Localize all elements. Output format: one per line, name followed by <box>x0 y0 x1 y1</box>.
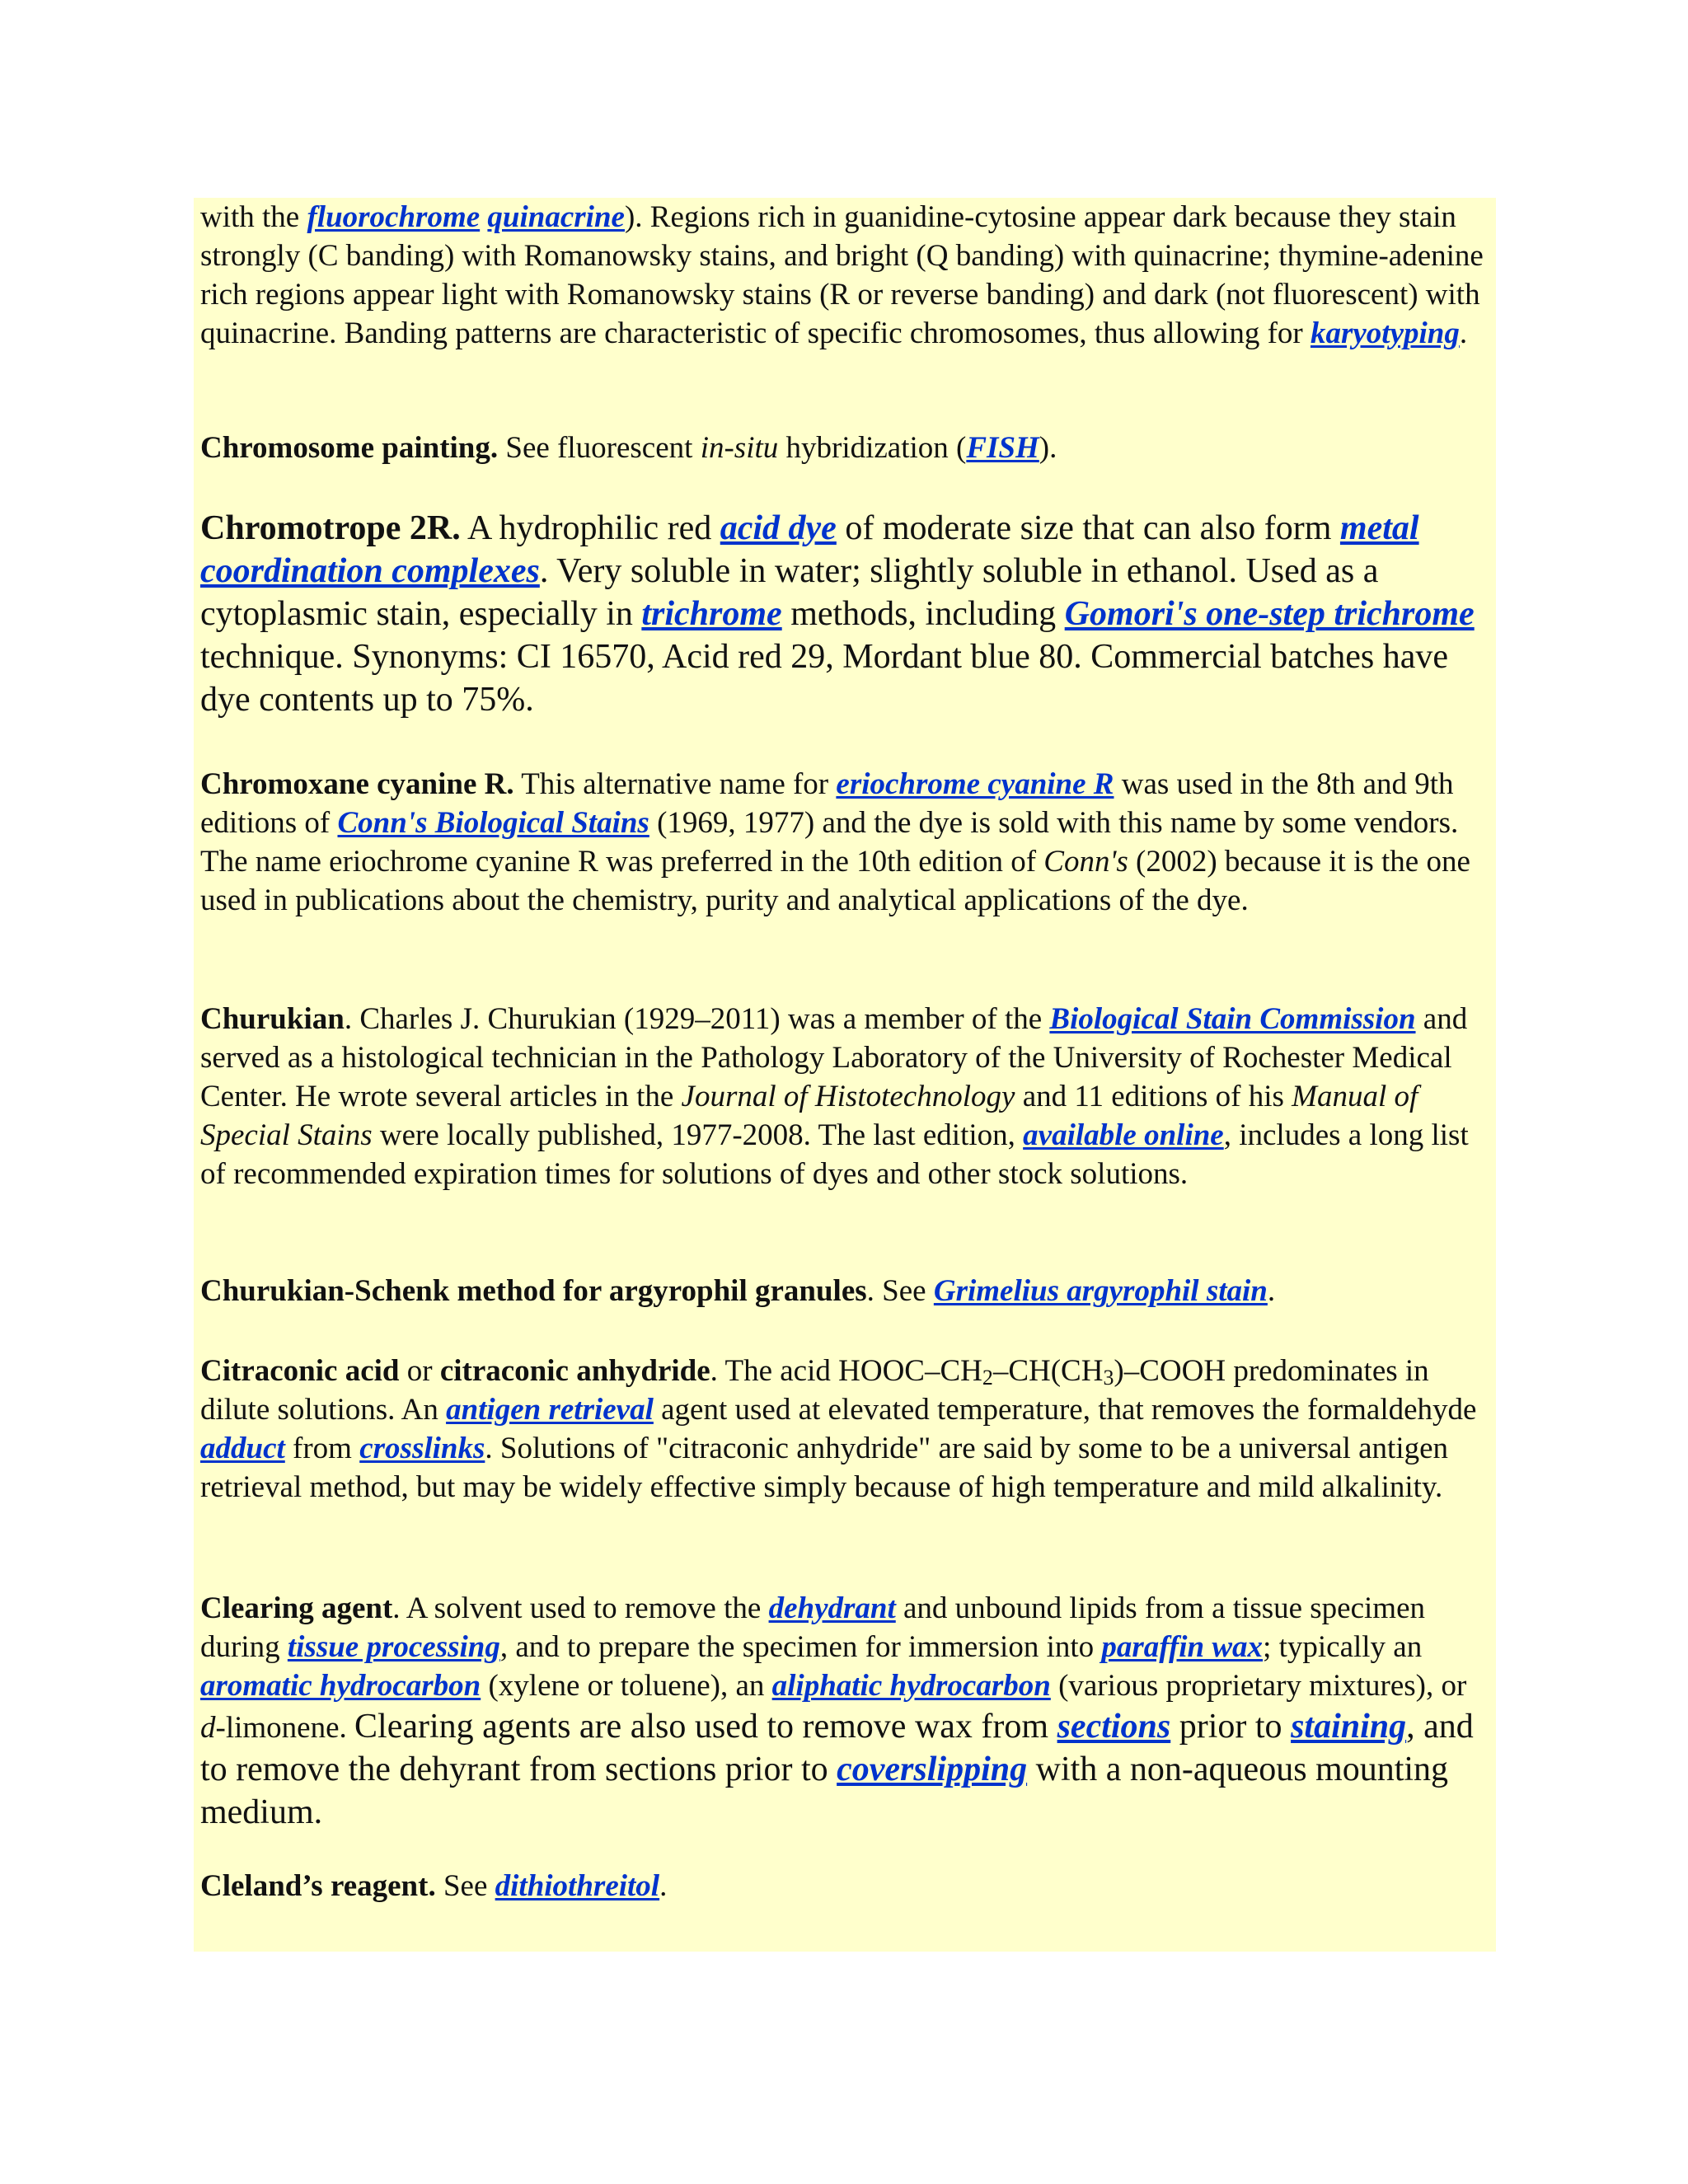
entry-term: Chromotrope 2R. <box>200 509 461 547</box>
link-coverslipping[interactable]: coverslipping <box>837 1750 1028 1788</box>
link-dehydrant[interactable]: dehydrant <box>768 1591 896 1625</box>
entry-term: Citraconic acid <box>200 1354 400 1388</box>
entry-text: . <box>1459 316 1468 350</box>
link-sections[interactable]: sections <box>1057 1708 1171 1746</box>
entry-text: or <box>399 1354 440 1388</box>
link-paraffin-wax[interactable]: paraffin wax <box>1101 1630 1264 1664</box>
link-tissue-processing[interactable]: tissue processing <box>287 1630 500 1664</box>
entry-text: (xylene or toluene), an <box>481 1669 772 1703</box>
link-quinacrine[interactable]: quinacrine <box>487 200 625 234</box>
entry-text: ). <box>1039 431 1057 465</box>
entry-text: See fluorescent <box>498 431 701 465</box>
entry-text: (2002) because it is the one used in publications about the chemistry, purity and analytical applications of the dye. <box>200 845 1470 917</box>
entry-text: ; typically an <box>1263 1630 1423 1664</box>
entry-term: citraconic anhydride <box>439 1354 710 1388</box>
entry-text: –CH(CH <box>992 1354 1104 1388</box>
link-dithiothreitol[interactable]: dithiothreitol <box>495 1869 660 1903</box>
entry-term: Churukian <box>200 1002 345 1036</box>
entry-text: , and to prepare the specimen for immersion into <box>499 1630 1102 1664</box>
link-acid-dye[interactable]: acid dye <box>720 509 837 547</box>
glossary-panel <box>194 198 1496 1952</box>
entry-churukian-schenk <box>200 1272 1493 1310</box>
entry-text: of moderate size that can also form <box>836 509 1340 547</box>
entry-italic: in-situ <box>700 431 779 465</box>
entry-text: from <box>284 1432 360 1465</box>
entry-text: , and to remove the dehyrant from sections prior to <box>200 1708 1474 1788</box>
entry-text: . <box>659 1869 668 1903</box>
entry-text: . See <box>866 1274 934 1308</box>
entry-citraconic-acid <box>200 1352 1493 1507</box>
entry-text: -limonene. <box>215 1711 355 1745</box>
entry-text: . The acid HOOC–CH <box>710 1354 982 1388</box>
link-fluorochrome[interactable]: fluorochrome <box>307 200 481 234</box>
link-grimelius-argyrophil-stain[interactable]: Grimelius argyrophil stain <box>933 1274 1268 1308</box>
entry-text: This alternative name for <box>513 767 837 801</box>
link-metal-coordination-complexes[interactable]: metal coordination complexes <box>200 509 1419 590</box>
subscript: 3 <box>1103 1366 1114 1390</box>
entry-term: Chromosome painting. <box>200 431 499 465</box>
entry-italic: Journal of Histotechnology <box>681 1080 1015 1113</box>
entry-italic: Conn's <box>1043 845 1128 879</box>
link-staining[interactable]: staining <box>1291 1708 1407 1746</box>
entry-clelands-reagent <box>200 1867 1493 1905</box>
entry-text: technique. Synonyms: CI 16570, Acid red 29, Mordant blue 80. Commercial batches have dye contents up to 75%. <box>200 638 1449 719</box>
entry-chromoxane-cyanine-r <box>200 765 1493 920</box>
link-aromatic-hydrocarbon[interactable]: aromatic hydrocarbon <box>200 1669 481 1703</box>
entry-text: and unbound lipids from a tissue specimen during <box>200 1591 1426 1664</box>
entry-text: was used in the 8th and 9th editions of <box>200 767 1454 840</box>
entry-text: hybridization ( <box>778 431 967 465</box>
entry-chromotrope-2r <box>200 507 1493 721</box>
entry-text: agent used at elevated temperature, that removes the formaldehyde <box>653 1393 1477 1427</box>
link-aliphatic-hydrocarbon[interactable]: aliphatic hydrocarbon <box>771 1669 1051 1703</box>
entry-italic: Manual of Special Stains <box>200 1080 1418 1152</box>
entry-text: Clearing agents are also used to remove wax from <box>354 1708 1057 1746</box>
entry-text: (various proprietary mixtures), or <box>1050 1669 1467 1703</box>
entry-clearing-agent <box>200 1589 1493 1834</box>
entry-text: were locally published, 1977-2008. The last edition, <box>372 1118 1024 1152</box>
entry-term: Clearing agent <box>200 1591 393 1625</box>
entry-text: . Solutions of "citraconic anhydride" are said by some to be a universal antigen retrieval method, but may be widely effective simply because of high temperature and mild alkalinity. <box>200 1432 1449 1504</box>
entry-text: with a non-aqueous mounting medium. <box>200 1750 1449 1831</box>
link-fish[interactable]: FISH <box>966 431 1039 465</box>
link-trichrome[interactable]: trichrome <box>641 595 782 633</box>
entry-text: (1969, 1977) and the dye is sold with this name by some vendors. The name eriochrome cyanine R was preferred in the 10th edition of <box>200 806 1459 879</box>
entry-text: prior to <box>1170 1708 1292 1746</box>
entry-text: and served as a histological technician in the Pathology Laboratory of the University of Rochester Medical Center. He wrote several articles in the <box>200 1002 1468 1113</box>
entry-text: ). Regions rich in guanidine-cytosine appear dark because they stain strongly (C banding) with Romanowsky stains, and bright (Q banding) with quinacrine; thymine-adenine rich regions appear light with Romanowsky stains (R or reverse banding) and dark (not fluorescent) with quinacrine. Banding patterns are characteristic of specific chromosomes, thus allowing for <box>200 200 1484 350</box>
link-available-online[interactable]: available online <box>1023 1118 1224 1152</box>
entry-text: , includes a long list of recommended expiration times for solutions of dyes and other stock solutions. <box>200 1118 1469 1191</box>
link-antigen-retrieval[interactable]: antigen retrieval <box>446 1393 654 1427</box>
entry-term: Churukian-Schenk method for argyrophil granules <box>200 1274 867 1308</box>
entry-italic: d <box>200 1711 216 1745</box>
entry-term: Chromoxane cyanine R. <box>200 767 514 801</box>
entry-text: )–COOH predominates in dilute solutions. An <box>200 1354 1429 1427</box>
link-adduct[interactable]: adduct <box>200 1432 285 1465</box>
entry-text: . Very soluble in water; slightly soluble in ethanol. Used as a cytoplasmic stain, especially in <box>200 552 1379 633</box>
link-conns-biological-stains[interactable]: Conn's Biological Stains <box>337 806 649 840</box>
link-gomori-trichrome[interactable]: Gomori's one-step trichrome <box>1064 595 1475 633</box>
entry-chromosome-painting <box>200 429 1493 467</box>
link-karyotyping[interactable]: karyotyping <box>1310 316 1460 350</box>
entry-text: methods, including <box>781 595 1065 633</box>
entry-text: and 11 editions of his <box>1015 1080 1292 1113</box>
entry-term: Cleland’s reagent. <box>200 1869 436 1903</box>
subscript: 2 <box>982 1366 993 1390</box>
link-crosslinks[interactable]: crosslinks <box>359 1432 485 1465</box>
entry-text: A hydrophilic red <box>460 509 720 547</box>
entry-text: . <box>1267 1274 1276 1308</box>
entry-text: See <box>435 1869 495 1903</box>
link-eriochrome-cyanine-r[interactable]: eriochrome cyanine R <box>836 767 1114 801</box>
link-biological-stain-commission[interactable]: Biological Stain Commission <box>1049 1002 1416 1036</box>
entry-text: . A solvent used to remove the <box>392 1591 769 1625</box>
entry-churukian <box>200 1000 1493 1193</box>
entry-chromosome-banding-continued <box>200 198 1493 353</box>
entry-text: . Charles J. Churukian (1929–2011) was a member of the <box>344 1002 1050 1036</box>
entry-text: with the <box>200 200 307 234</box>
